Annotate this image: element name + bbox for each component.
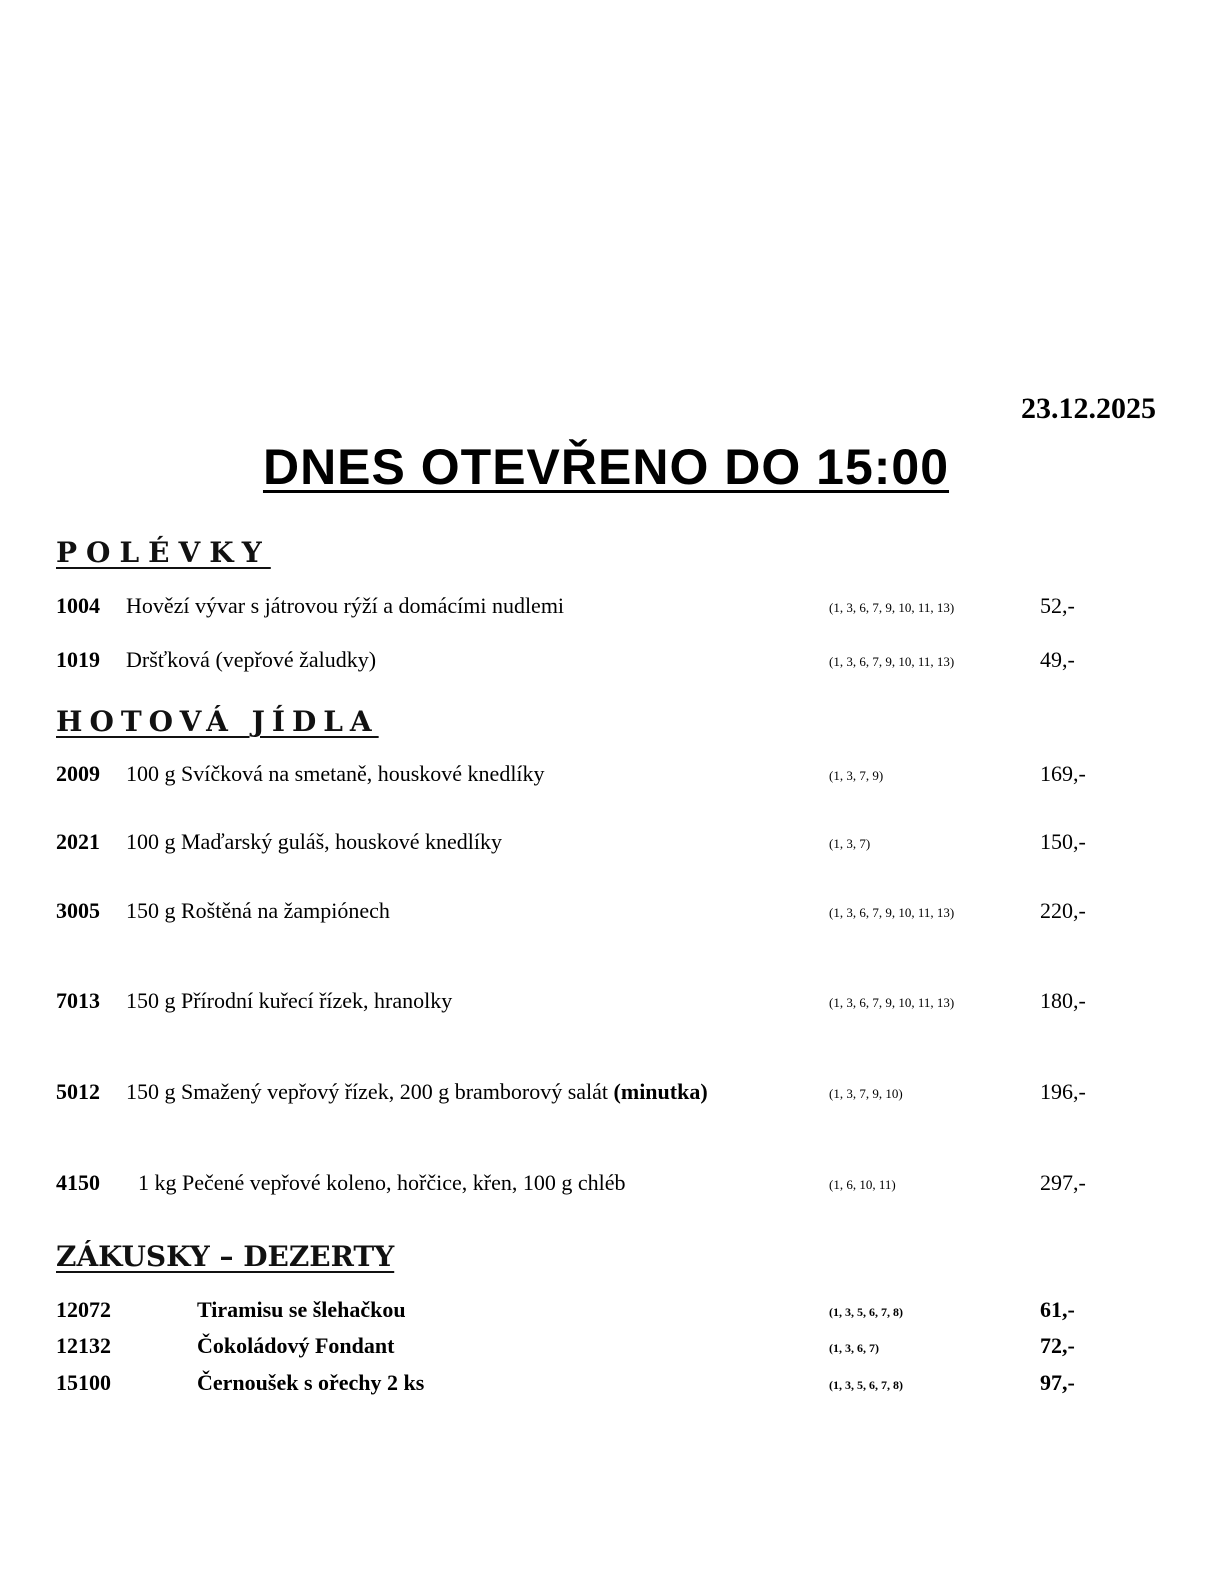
- menu-item-row: [0, 829, 1224, 863]
- menu-item-row: [0, 898, 1224, 932]
- menu-item-row: [0, 1079, 1224, 1113]
- item-name: 100 g Maďarský guláš, houskové knedlíky: [126, 829, 502, 854]
- item-allergens: (1, 3, 6, 7): [829, 1341, 879, 1355]
- item-code: 2009: [56, 761, 100, 786]
- item-name-text: 150 g Smažený vepřový řízek, 200 g bramborový salát: [126, 1079, 609, 1104]
- item-price: 169,-: [1040, 761, 1086, 786]
- item-code: 1004: [56, 593, 100, 618]
- item-code: 4150: [56, 1170, 100, 1195]
- item-name: 1 kg Pečené vepřové koleno, hořčice, křen, 100 g chléb: [138, 1170, 626, 1195]
- item-name: Čokoládový Fondant: [197, 1333, 395, 1358]
- item-name: Tiramisu se šlehačkou: [197, 1297, 406, 1322]
- item-price: 220,-: [1040, 898, 1086, 923]
- item-price: 150,-: [1040, 829, 1086, 854]
- menu-item-row: [0, 1333, 1224, 1367]
- item-allergens: (1, 3, 6, 7, 9, 10, 11, 13): [829, 654, 955, 669]
- section-title-zakusky-dezerty: ZÁKUSKY – DEZERTY: [56, 1240, 395, 1273]
- item-code: 5012: [56, 1079, 100, 1104]
- item-name: Dršťková (vepřové žaludky): [126, 647, 377, 672]
- item-price: 52,-: [1040, 593, 1075, 618]
- menu-item-row: [0, 761, 1224, 795]
- section-title-hotova-jidla: HOTOVÁ JÍDLA: [56, 705, 379, 738]
- item-price: 196,-: [1040, 1079, 1086, 1104]
- item-allergens: (1, 3, 6, 7, 9, 10, 11, 13): [829, 995, 955, 1010]
- section-title-polevky: POLÉVKY: [56, 536, 271, 569]
- menu-date: 23.12.2025: [1021, 392, 1156, 425]
- item-name: Hovězí vývar s játrovou rýží a domácími nudlemi: [126, 593, 565, 618]
- item-code: 12132: [56, 1333, 111, 1358]
- item-price: 97,-: [1040, 1370, 1075, 1395]
- item-price: 49,-: [1040, 647, 1075, 672]
- menu-item-row: [0, 1297, 1224, 1331]
- item-allergens: (1, 3, 6, 7, 9, 10, 11, 13): [829, 600, 955, 615]
- item-price: 72,-: [1040, 1333, 1075, 1358]
- item-price: 297,-: [1040, 1170, 1086, 1195]
- item-code: 3005: [56, 898, 100, 923]
- item-name: 150 g Roštěná na žampiónech: [126, 898, 390, 923]
- menu-item-row: [0, 1370, 1224, 1404]
- item-allergens: (1, 3, 5, 6, 7, 8): [829, 1378, 903, 1392]
- item-allergens: (1, 3, 7): [829, 836, 871, 851]
- item-name: Černoušek s ořechy 2 ks: [197, 1370, 425, 1395]
- item-allergens: (1, 3, 5, 6, 7, 8): [829, 1305, 903, 1319]
- menu-item-row: [0, 988, 1224, 1022]
- opening-hours-headline: DNES OTEVŘENO DO 15:00: [262, 439, 950, 495]
- menu-item-row: [0, 647, 1224, 681]
- item-price: 61,-: [1040, 1297, 1075, 1322]
- item-code: 7013: [56, 988, 100, 1013]
- item-allergens: (1, 3, 7, 9, 10): [829, 1086, 903, 1101]
- menu-item-row: [0, 1170, 1224, 1204]
- item-code: 12072: [56, 1297, 111, 1322]
- item-allergens: (1, 3, 6, 7, 9, 10, 11, 13): [829, 905, 955, 920]
- menu-item-row: [0, 593, 1224, 627]
- item-name: 100 g Svíčková na smetaně, houskové knedlíky: [126, 761, 545, 786]
- item-allergens: (1, 3, 7, 9): [829, 768, 884, 783]
- item-code: 2021: [56, 829, 100, 854]
- item-name-highlight: (minutka): [613, 1079, 708, 1104]
- item-code: 15100: [56, 1370, 111, 1395]
- item-name: [126, 1079, 708, 1105]
- item-allergens: (1, 6, 10, 11): [829, 1177, 896, 1192]
- item-price: 180,-: [1040, 988, 1086, 1013]
- item-name: 150 g Přírodní kuřecí řízek, hranolky: [126, 988, 453, 1013]
- item-code: 1019: [56, 647, 100, 672]
